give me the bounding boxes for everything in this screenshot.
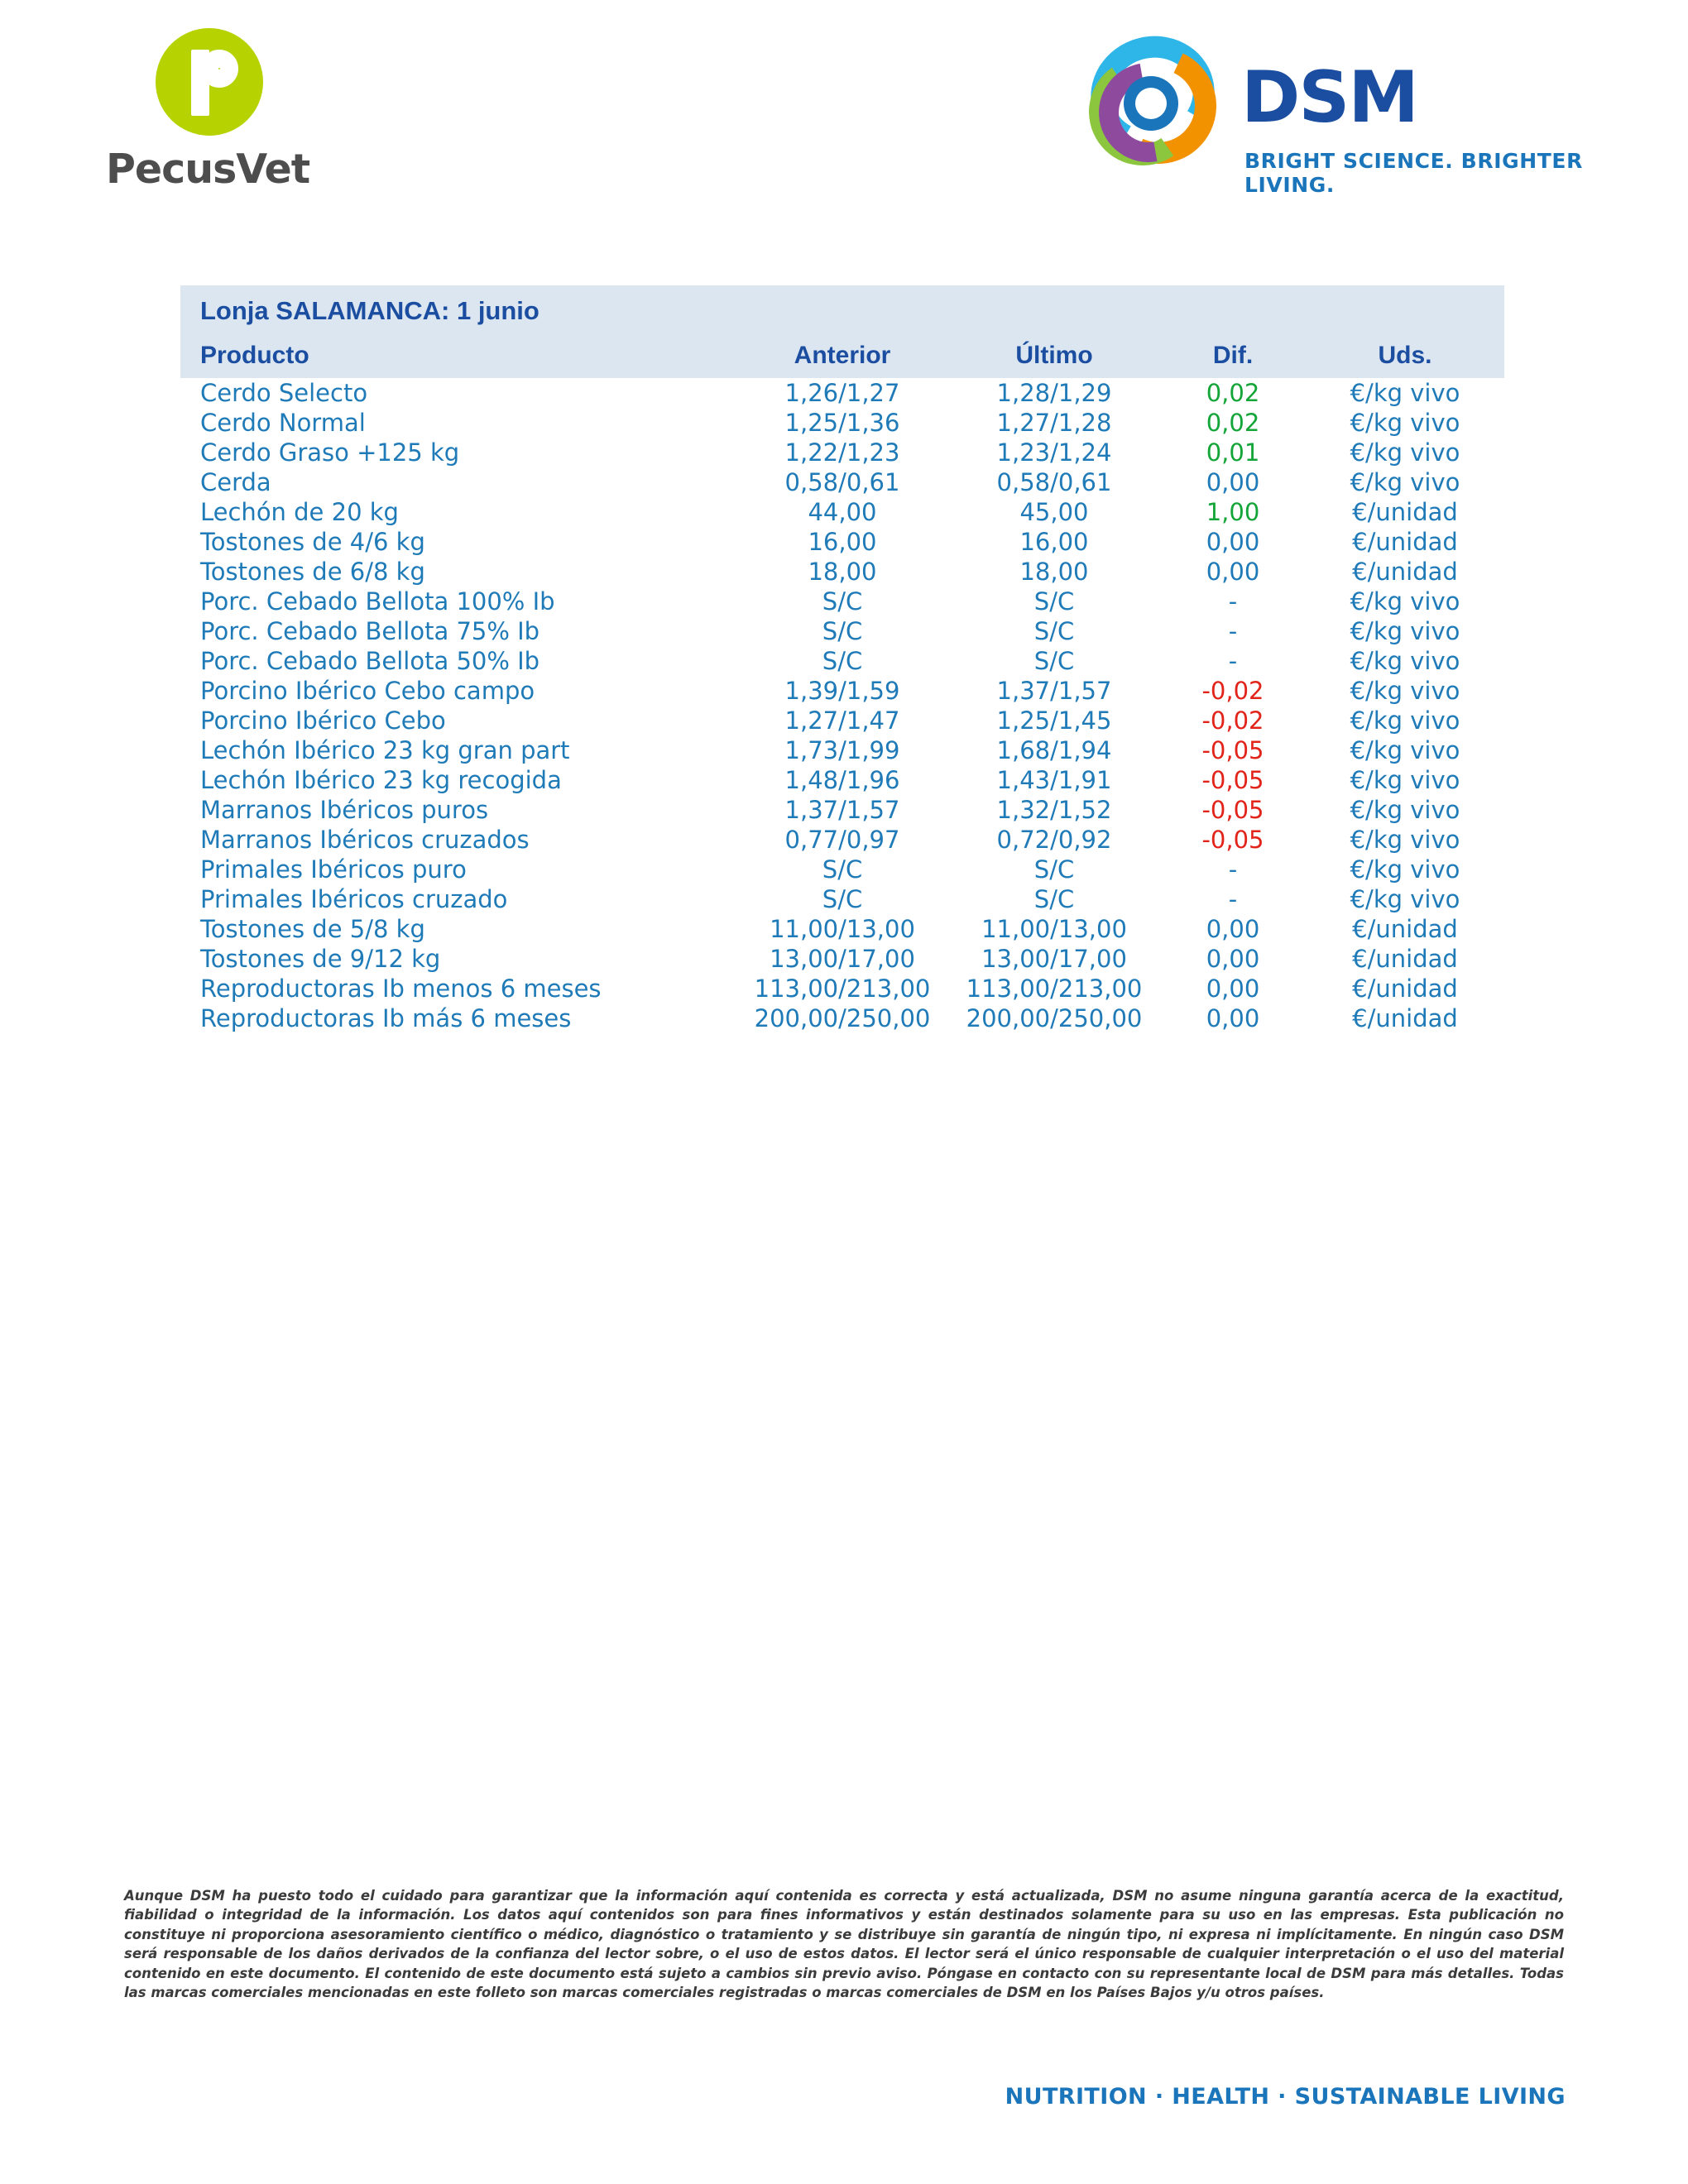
cell-ultimo: 1,25/1,45 <box>996 706 1112 735</box>
cell-producto: Porcino Ibérico Cebo <box>200 706 446 735</box>
cell-producto: Cerdo Normal <box>200 409 366 437</box>
dsm-tagline: BRIGHT SCIENCE. BRIGHTER LIVING. <box>1244 149 1583 197</box>
cell-anterior: S/C <box>822 647 863 675</box>
cell-ultimo: 1,68/1,94 <box>996 736 1112 764</box>
cell-dif: 0,00 <box>1206 468 1260 496</box>
cell-producto: Cerdo Graso +125 kg <box>200 438 460 467</box>
cell-uds: €/unidad <box>1352 1004 1458 1032</box>
cell-producto: Primales Ibéricos puro <box>200 855 467 884</box>
cell-dif: -0,05 <box>1201 766 1264 794</box>
cell-anterior: 0,77/0,97 <box>784 826 900 854</box>
pecusvet-logo <box>106 28 371 193</box>
cell-producto: Porc. Cebado Bellota 75% Ib <box>200 617 540 645</box>
table-row <box>180 706 1504 735</box>
table-body <box>180 378 1504 1033</box>
cell-dif: - <box>1228 617 1238 645</box>
cell-dif: - <box>1228 647 1238 675</box>
table-row <box>180 587 1504 616</box>
cell-dif: -0,02 <box>1201 677 1264 705</box>
cell-ultimo: 45,00 <box>1019 498 1089 526</box>
cell-producto: Tostones de 4/6 kg <box>200 528 425 556</box>
cell-ultimo: 0,72/0,92 <box>996 826 1112 854</box>
cell-uds: €/kg vivo <box>1350 796 1460 824</box>
cell-ultimo: S/C <box>1033 587 1075 615</box>
cell-producto: Porcino Ibérico Cebo campo <box>200 677 535 705</box>
cell-uds: €/unidad <box>1352 498 1458 526</box>
cell-uds: €/kg vivo <box>1350 438 1460 467</box>
cell-anterior: 1,48/1,96 <box>784 766 900 794</box>
cell-dif: 0,00 <box>1206 975 1260 1003</box>
column-header-dif: Dif. <box>1160 337 1306 378</box>
cell-anterior: 113,00/213,00 <box>754 975 931 1003</box>
cell-producto: Marranos Ibéricos puros <box>200 796 489 824</box>
column-header-anterior: Anterior <box>736 337 948 378</box>
pecusvet-mark-icon <box>156 28 263 136</box>
cell-dif: 0,00 <box>1206 528 1260 556</box>
cell-uds: €/kg vivo <box>1350 617 1460 645</box>
cell-anterior: 1,27/1,47 <box>784 706 900 735</box>
cell-dif: 0,00 <box>1206 915 1260 943</box>
price-table <box>180 337 1504 1033</box>
cell-dif: 0,01 <box>1206 438 1260 467</box>
cell-dif: - <box>1228 587 1238 615</box>
cell-uds: €/kg vivo <box>1350 587 1460 615</box>
cell-producto: Tostones de 6/8 kg <box>200 558 425 586</box>
cell-dif: 1,00 <box>1206 498 1260 526</box>
cell-dif: 0,00 <box>1206 1004 1260 1032</box>
pecusvet-p-bowl-icon <box>200 50 238 88</box>
dsm-inner-white-icon <box>1135 88 1167 119</box>
cell-ultimo: 1,28/1,29 <box>996 379 1112 407</box>
cell-dif: -0,05 <box>1201 796 1264 824</box>
cell-anterior: S/C <box>822 587 863 615</box>
cell-dif: -0,02 <box>1201 706 1264 735</box>
table-row <box>180 408 1504 438</box>
cell-anterior: S/C <box>822 617 863 645</box>
table-row <box>180 914 1504 944</box>
table-row <box>180 795 1504 825</box>
dsm-logo <box>1084 33 1614 199</box>
cell-ultimo: 18,00 <box>1019 558 1089 586</box>
cell-dif: 0,02 <box>1206 379 1260 407</box>
cell-producto: Lechón Ibérico 23 kg gran part <box>200 736 570 764</box>
cell-ultimo: 13,00/17,00 <box>981 945 1127 973</box>
cell-ultimo: 1,37/1,57 <box>996 677 1112 705</box>
table-title: Lonja SALAMANCA: 1 junio <box>180 285 1504 337</box>
table-row <box>180 676 1504 706</box>
cell-producto: Primales Ibéricos cruzado <box>200 885 508 913</box>
cell-anterior: 11,00/13,00 <box>770 915 915 943</box>
cell-uds: €/unidad <box>1352 915 1458 943</box>
table-row <box>180 1003 1504 1033</box>
table-row <box>180 527 1504 557</box>
cell-uds: €/kg vivo <box>1350 826 1460 854</box>
cell-ultimo: 16,00 <box>1019 528 1089 556</box>
cell-dif: - <box>1228 855 1238 884</box>
cell-uds: €/kg vivo <box>1350 855 1460 884</box>
table-row <box>180 616 1504 646</box>
table-row <box>180 497 1504 527</box>
cell-ultimo: 1,32/1,52 <box>996 796 1112 824</box>
column-header-ultimo: Último <box>948 337 1160 378</box>
cell-ultimo: 1,43/1,91 <box>996 766 1112 794</box>
cell-producto: Lechón de 20 kg <box>200 498 399 526</box>
cell-uds: €/kg vivo <box>1350 379 1460 407</box>
cell-producto: Marranos Ibéricos cruzados <box>200 826 530 854</box>
cell-uds: €/unidad <box>1352 975 1458 1003</box>
table-row <box>180 735 1504 765</box>
price-table-section <box>180 285 1504 1033</box>
cell-uds: €/kg vivo <box>1350 706 1460 735</box>
cell-uds: €/unidad <box>1352 945 1458 973</box>
table-row <box>180 944 1504 974</box>
cell-anterior: 1,26/1,27 <box>784 379 900 407</box>
cell-producto: Cerda <box>200 468 271 496</box>
cell-anterior: 1,73/1,99 <box>784 736 900 764</box>
cell-producto: Porc. Cebado Bellota 50% Ib <box>200 647 540 675</box>
table-row <box>180 825 1504 855</box>
table-row <box>180 765 1504 795</box>
table-header-row <box>180 337 1504 378</box>
cell-anterior: 13,00/17,00 <box>770 945 915 973</box>
cell-dif: 0,00 <box>1206 945 1260 973</box>
table-row <box>180 974 1504 1003</box>
pecusvet-wordmark: PecusVet <box>106 146 310 193</box>
table-row <box>180 438 1504 467</box>
page-header <box>0 0 1688 248</box>
cell-uds: €/kg vivo <box>1350 468 1460 496</box>
cell-anterior: S/C <box>822 885 863 913</box>
legal-disclaimer: Aunque DSM ha puesto todo el cuidado para garantizar que la información aquí contenida es correcta y está actualizada, DSM no asume ninguna garantía acerca de la exactitud, fiabilidad o integridad de la información. Los datos aquí contenidos son para fines informativos y están destinados solamente para su uso en las empresas. Esta publicación no constituye ni proporciona asesoramiento científico o médico, diagnóstico o tratamiento y se distribuye sin garantía de ningún tipo, ni expresa ni implícitamente. En ningún caso DSM será responsable de los daños derivados de la confianza del lector sobre, o el uso de estos datos. El lector será el único responsable de cualquier interpretación o el uso del material contenido en este documento. El contenido de este documento está sujeto a cambios sin previo aviso. Póngase en contacto con su representante local de DSM para más detalles. Todas las marcas comerciales mencionadas en este folleto son marcas comerciales registradas o marcas comerciales de DSM en los Países Bajos y/u otros países. <box>124 1888 1564 2001</box>
cell-producto: Cerdo Selecto <box>200 379 368 407</box>
cell-ultimo: S/C <box>1033 647 1075 675</box>
cell-anterior: 44,00 <box>808 498 877 526</box>
cell-uds: €/kg vivo <box>1350 766 1460 794</box>
table-row <box>180 467 1504 497</box>
cell-dif: -0,05 <box>1201 736 1264 764</box>
cell-anterior: 200,00/250,00 <box>754 1004 931 1032</box>
cell-producto: Lechón Ibérico 23 kg recogida <box>200 766 562 794</box>
cell-ultimo: 1,27/1,28 <box>996 409 1112 437</box>
cell-ultimo: 0,58/0,61 <box>996 468 1112 496</box>
cell-uds: €/unidad <box>1352 528 1458 556</box>
cell-producto: Tostones de 5/8 kg <box>200 915 425 943</box>
cell-dif: -0,05 <box>1201 826 1264 854</box>
cell-dif: - <box>1228 885 1238 913</box>
cell-uds: €/kg vivo <box>1350 647 1460 675</box>
cell-ultimo: 200,00/250,00 <box>966 1004 1143 1032</box>
column-header-uds: Uds. <box>1306 337 1504 378</box>
cell-anterior: 0,58/0,61 <box>784 468 900 496</box>
column-header-producto: Producto <box>180 337 736 378</box>
cell-ultimo: 1,23/1,24 <box>996 438 1112 467</box>
cell-uds: €/unidad <box>1352 558 1458 586</box>
cell-uds: €/kg vivo <box>1350 409 1460 437</box>
cell-anterior: 16,00 <box>808 528 877 556</box>
cell-producto: Reproductoras Ib más 6 meses <box>200 1004 572 1032</box>
cell-anterior: S/C <box>822 855 863 884</box>
cell-ultimo: 113,00/213,00 <box>966 975 1143 1003</box>
cell-producto: Tostones de 9/12 kg <box>200 945 441 973</box>
cell-anterior: 1,22/1,23 <box>784 438 900 467</box>
table-head <box>180 337 1504 378</box>
table-row <box>180 378 1504 408</box>
cell-producto: Reproductoras Ib menos 6 meses <box>200 975 602 1003</box>
table-row <box>180 557 1504 587</box>
cell-anterior: 1,37/1,57 <box>784 796 900 824</box>
cell-dif: 0,00 <box>1206 558 1260 586</box>
dsm-mark-icon <box>1084 33 1225 174</box>
dsm-wordmark: DSM <box>1241 56 1417 139</box>
cell-uds: €/kg vivo <box>1350 885 1460 913</box>
table-row <box>180 855 1504 884</box>
table-row <box>180 646 1504 676</box>
cell-anterior: 18,00 <box>808 558 877 586</box>
cell-uds: €/kg vivo <box>1350 677 1460 705</box>
cell-ultimo: 11,00/13,00 <box>981 915 1127 943</box>
footer-tagline: NUTRITION · HEALTH · SUSTAINABLE LIVING <box>1005 2084 1566 2110</box>
cell-anterior: 1,25/1,36 <box>784 409 900 437</box>
cell-uds: €/kg vivo <box>1350 736 1460 764</box>
cell-anterior: 1,39/1,59 <box>784 677 900 705</box>
cell-ultimo: S/C <box>1033 885 1075 913</box>
table-row <box>180 884 1504 914</box>
cell-dif: 0,02 <box>1206 409 1260 437</box>
cell-producto: Porc. Cebado Bellota 100% Ib <box>200 587 555 615</box>
cell-ultimo: S/C <box>1033 855 1075 884</box>
cell-ultimo: S/C <box>1033 617 1075 645</box>
